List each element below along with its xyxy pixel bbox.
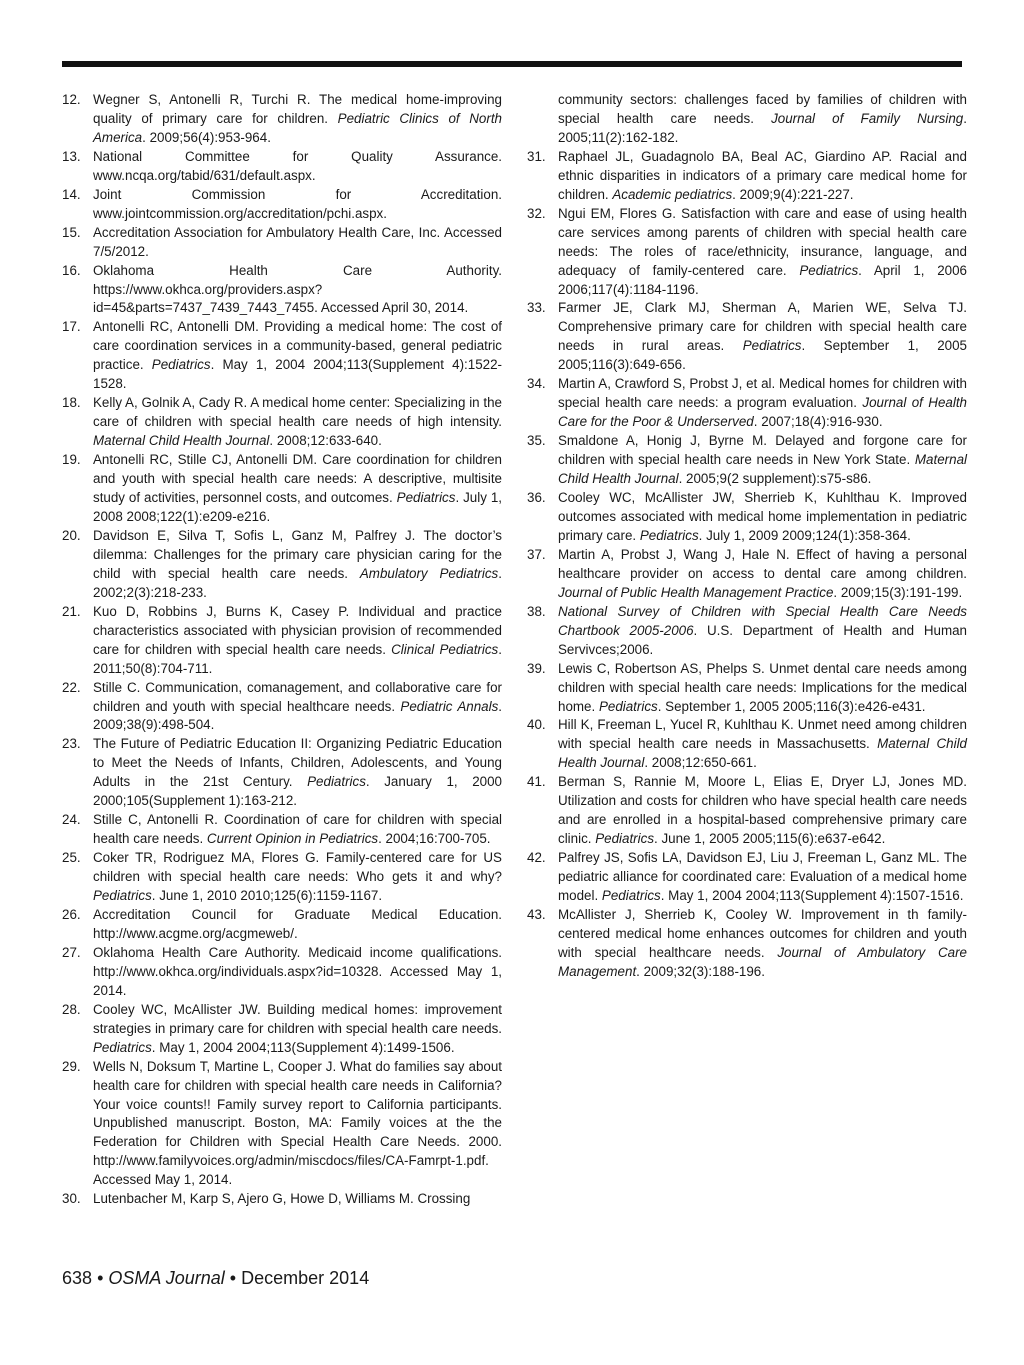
reference-text-segment: . May 1, 2004 2004;113(Supplement 4):1499-1506.	[151, 1039, 455, 1055]
reference-number: 28.	[62, 1001, 81, 1017]
reference-text-segment: . 2002;2(3):218-233.	[93, 565, 502, 600]
reference-number: 23.	[62, 736, 81, 752]
reference-number: 22.	[62, 679, 81, 695]
reference-number	[527, 91, 558, 148]
reference-text-segment: Lewis C, Robertson AS, Phelps S. Unmet dental care needs among children with special health care needs: Implications for the medical home.	[558, 660, 967, 714]
references-right-column	[527, 91, 967, 982]
reference-entry	[62, 148, 502, 186]
reference-text	[93, 1001, 502, 1058]
reference-number: 24.	[62, 812, 81, 828]
reference-entry	[62, 318, 502, 394]
reference-number: 16.	[62, 262, 81, 278]
reference-source-title: Pediatrics	[639, 527, 699, 543]
reference-number: 42.	[527, 850, 546, 866]
reference-entry	[62, 944, 502, 1001]
reference-text	[558, 660, 967, 717]
reference-text-segment: Lutenbacher M, Karp S, Ajero G, Howe D, Williams M. Crossing	[93, 1191, 471, 1207]
reference-text-segment: Smaldone A, Honig J, Byrne M. Delayed and forgone care for children with special health care needs in New York State.	[558, 433, 967, 468]
reference-entry	[527, 849, 967, 906]
reference-source-title: Journal of Family Nursing	[771, 110, 964, 126]
reference-text-segment: Oklahoma Health Care Authority. Medicaid income qualifications. http://www.okhca.org/individuals.aspx?id=10328. Accessed May 1, 2014.	[93, 944, 502, 998]
reference-text	[93, 849, 502, 906]
reference-text	[93, 148, 502, 186]
reference-text-segment: Antonelli RC, Antonelli DM. Providing a medical home: The cost of care coordination services in a community-based, general pediatric practice.	[93, 319, 502, 373]
reference-text	[558, 489, 967, 546]
reference-source-title: Maternal Child Health Journal	[558, 452, 967, 487]
reference-entry	[527, 91, 967, 148]
reference-source-title: Pediatrics	[742, 338, 802, 354]
reference-text-segment: Kelly A, Golnik A, Cady R. A medical home center: Specializing in the care of children with special health care needs of high intensity.	[93, 395, 502, 430]
reference-text-segment: Berman S, Rannie M, Moore L, Elias E, Dryer LJ, Jones MD. Utilization and costs for children who have special health care needs and are enrolled in a hospital-based comprehensive primary care clinic.	[558, 774, 967, 847]
reference-text-segment: . 2008;12:633-640.	[269, 433, 382, 449]
reference-text-segment: Wegner S, Antonelli R, Turchi R. The medical home-improving quality of primary care for children.	[93, 92, 502, 126]
reference-text-segment: . 2009;56(4):953-964.	[142, 129, 271, 145]
reference-source-title: Pediatrics	[93, 888, 152, 904]
issue-date: December 2014	[241, 1268, 370, 1288]
reference-number: 26.	[62, 906, 81, 922]
reference-text-segment: Kuo D, Robbins J, Burns K, Casey P. Individual and practice characteristics associated with physician provision of recommended care for children with special health care needs.	[93, 603, 502, 657]
reference-entry	[62, 224, 502, 262]
reference-entry	[62, 394, 502, 451]
reference-text-segment: . July 1, 2009 2009;124(1):358-364.	[698, 527, 911, 543]
reference-text-segment: Stille C, Antonelli R. Coordination of care for children with special health care needs.	[93, 812, 502, 847]
reference-number: 14.	[62, 186, 81, 202]
reference-entry	[62, 186, 502, 224]
reference-number: 31.	[527, 148, 546, 164]
reference-entry	[527, 773, 967, 849]
reference-text-segment: . 2009;15(3):191-199.	[833, 584, 963, 600]
reference-text	[93, 1190, 502, 1209]
reference-source-title: Pediatrics	[601, 888, 661, 904]
reference-text	[93, 944, 502, 1001]
reference-entry	[62, 527, 502, 603]
reference-text-segment: . U.S. Department of Health and Human Servivces;2006.	[558, 622, 967, 657]
reference-source-title: National Survey of Children with Special Health Care Needs Chartbook 2005-2006	[558, 603, 967, 638]
reference-text-segment: Davidson E, Silva T, Sofis L, Ganz M, Palfrey J. The doctor’s dilemma: Challenges for the primary care physician caring for the child with special health care needs.	[93, 527, 502, 581]
reference-text-segment: . April 1, 2006 2006;117(4):1184-1196.	[558, 262, 967, 297]
footer-separator: •	[229, 1268, 237, 1288]
reference-text-segment: . 2004;16:700-705.	[378, 831, 491, 847]
reference-source-title: Ambulatory Pediatrics	[359, 565, 499, 581]
reference-entry	[62, 849, 502, 906]
reference-text-segment: The Future of Pediatric Education II: Organizing Pediatric Education to Meet the Needs of Infants, Children, Adolescents, and Young Adults in the 21st Century.	[93, 736, 502, 790]
reference-entry	[527, 546, 967, 603]
reference-text	[558, 205, 967, 300]
reference-entry	[62, 1001, 502, 1058]
reference-text-segment: . September 1, 2005 2005;116(3):e426-e431.	[657, 698, 926, 714]
reference-text	[93, 262, 502, 319]
reference-number: 15.	[62, 224, 81, 240]
reference-number: 12.	[62, 92, 81, 107]
reference-text-segment: Raphael JL, Guadagnolo BA, Beal AC, Giardino AP. Racial and ethnic disparities in indicators of a primary care medical home for children.	[558, 148, 967, 202]
reference-text-segment: Joint Commission for Accreditation. www.jointcommission.org/accreditation/pchi.aspx.	[93, 186, 502, 221]
reference-text	[93, 186, 502, 224]
reference-text-segment: Ngui EM, Flores G. Satisfaction with care and ease of using health care services among parents of children with special health care needs: The roles of race/ethnicity, insurance, language, and adequacy of family-centered care.	[558, 205, 967, 278]
reference-entry	[527, 603, 967, 660]
reference-source-title: Maternal Child Health Journal	[93, 433, 270, 449]
reference-text	[93, 451, 502, 527]
reference-source-title: Journal of Public Health Management Practice	[558, 584, 834, 600]
reference-source-title: Clinical Pediatrics	[391, 641, 499, 657]
reference-source-title: Pediatric Annals	[400, 698, 499, 714]
reference-text	[93, 906, 502, 944]
reference-entry	[62, 811, 502, 849]
reference-text	[93, 91, 502, 148]
reference-text	[93, 735, 502, 811]
reference-text-segment: . 2009;32(3):188-196.	[636, 963, 765, 979]
reference-text	[558, 375, 967, 432]
reference-text	[558, 148, 967, 205]
footer-separator: •	[97, 1268, 104, 1288]
reference-entry	[527, 375, 967, 432]
reference-entry	[62, 451, 502, 527]
reference-entry	[527, 660, 967, 717]
page-footer	[62, 1268, 369, 1289]
reference-text-segment: Wells N, Doksum T, Martine L, Cooper J. What do families say about health care for children with special health care needs in California? Your voice counts!! Family survey report to California participants. Unpublished manuscript. Boston, MA: Family voices at the the Federation for Children with Special Health Care Needs. 2000. http://www.familyvoices.org/admin/miscdocs/files/CA-Famrpt-1.pdf. Accessed May 1, 2014.	[93, 1058, 502, 1188]
reference-text-segment: . 2008;12:650-661.	[644, 755, 757, 771]
reference-source-title: Pediatrics	[396, 490, 456, 506]
reference-number: 41.	[527, 774, 546, 790]
reference-entry	[527, 716, 967, 773]
reference-source-title: Pediatrics	[598, 698, 658, 714]
reference-text-segment: . 2005;11(2):162-182.	[558, 110, 967, 145]
reference-text	[558, 906, 967, 982]
reference-text	[93, 527, 502, 603]
reference-text-segment: . September 1, 2005 2005;116(3):649-656.	[558, 338, 967, 373]
reference-text	[93, 679, 502, 736]
reference-entry	[527, 148, 967, 205]
reference-text	[93, 318, 502, 394]
reference-text	[93, 1058, 502, 1191]
reference-number: 20.	[62, 527, 81, 543]
reference-text-segment: . 2005;9(2 supplement):s75-s86.	[678, 471, 872, 487]
reference-text-segment: National Committee for Quality Assurance. www.ncqa.org/tabid/631/default.aspx.	[93, 148, 502, 183]
reference-text-segment: Cooley WC, McAllister JW. Building medical homes: improvement strategies in primary care for children with special health care needs.	[93, 1001, 502, 1036]
reference-number: 37.	[527, 546, 546, 562]
reference-text-segment: . July 1, 2008 2008;122(1):e209-e216.	[93, 490, 502, 524]
reference-source-title: Academic pediatrics	[612, 186, 733, 202]
reference-entry	[62, 91, 502, 148]
reference-entry	[527, 489, 967, 546]
page-number: 638	[62, 1268, 93, 1288]
reference-source-title: Journal of Ambulatory Care Management	[558, 944, 968, 979]
reference-number: 27.	[62, 944, 81, 960]
reference-entry	[527, 299, 967, 375]
reference-entry	[62, 735, 502, 811]
reference-text-segment: Stille C. Communication, comanagement, and collaborative care for children and youth with special healthcare needs.	[93, 679, 502, 714]
reference-source-title: Pediatrics	[799, 262, 859, 278]
reference-text-segment: . June 1, 2010 2010;125(6):1159-1167.	[151, 888, 383, 904]
reference-number: 40.	[527, 717, 546, 733]
reference-entry	[62, 679, 502, 736]
reference-text-segment: Martin A, Probst J, Wang J, Hale N. Effect of having a personal healthcare provider on access to dental care among children.	[558, 546, 967, 581]
reference-number: 17.	[62, 319, 81, 335]
reference-text-segment: Martin A, Crawford S, Probst J, et al. Medical homes for children with special health care needs: a program evaluation.	[558, 376, 967, 411]
reference-text-segment: McAllister J, Sherrieb K, Cooley W. Improvement in th family-centered medical home enhances outcomes for children and youth with special healthcare needs.	[558, 906, 967, 960]
reference-number: 29.	[62, 1058, 81, 1074]
reference-number: 25.	[62, 850, 81, 866]
reference-text-segment: Accreditation Council for Graduate Medical Education. http://www.acgme.org/acgmeweb/.	[93, 906, 502, 941]
reference-text	[93, 224, 502, 262]
reference-number: 33.	[527, 300, 546, 316]
reference-text	[558, 91, 967, 148]
reference-entry	[527, 432, 967, 489]
reference-number: 43.	[527, 906, 546, 922]
reference-text	[558, 773, 967, 849]
reference-text-segment: . May 1, 2004 2004;113(Supplement 4):1522-1528.	[93, 357, 503, 392]
reference-text-segment: community sectors: challenges faced by families of children with special health care needs.	[558, 92, 967, 126]
reference-text	[558, 603, 967, 660]
reference-source-title: Pediatrics	[307, 774, 366, 790]
reference-text	[93, 603, 502, 679]
reference-entry	[527, 906, 967, 982]
reference-entry	[62, 906, 502, 944]
reference-text-segment: Cooley WC, McAllister JW, Sherrieb K, Kuhlthau K. Improved outcomes associated with medical home implementation in pediatric primary care.	[558, 490, 967, 543]
reference-number: 21.	[62, 603, 81, 619]
reference-text-segment: . January 1, 2000 2000;105(Supplement 1):163-212.	[93, 774, 503, 809]
reference-text	[558, 432, 967, 489]
reference-entry	[62, 262, 502, 319]
journal-name: OSMA Journal	[108, 1268, 225, 1288]
reference-source-title: Maternal Child Health Journal	[558, 736, 967, 771]
reference-text-segment: Palfrey JS, Sofis LA, Davidson EJ, Liu J, Freeman L, Ganz ML. The pediatric alliance for coordinated care: Evaluation of a medical home model.	[558, 850, 967, 904]
reference-entry	[62, 603, 502, 679]
reference-number: 32.	[527, 205, 546, 221]
reference-text-segment: . 2009;38(9):498-504.	[93, 698, 502, 733]
reference-entry	[62, 1058, 502, 1191]
reference-source-title: Pediatrics	[93, 1039, 152, 1055]
top-rule	[62, 61, 962, 67]
reference-text	[558, 299, 967, 375]
reference-entry	[527, 205, 967, 300]
reference-source-title: Current Opinion in Pediatrics	[206, 831, 379, 847]
reference-text-segment: . 2007;18(4):916-930.	[753, 414, 883, 430]
reference-number: 34.	[527, 376, 546, 392]
reference-text-segment: Coker TR, Rodriguez MA, Flores G. Family-centered care for US children with special health care needs: Who gets it and why?	[93, 850, 502, 885]
reference-number: 19.	[62, 452, 81, 468]
reference-number: 30.	[62, 1191, 81, 1207]
reference-text	[558, 546, 967, 603]
reference-text-segment: Farmer JE, Clark MJ, Sherman A, Marien WE, Selva TJ. Comprehensive primary care for children with special health care needs in rural areas.	[558, 300, 967, 354]
reference-text-segment: Accreditation Association for Ambulatory Health Care, Inc. Accessed 7/5/2012.	[93, 224, 502, 259]
reference-source-title: Pediatrics	[595, 831, 655, 847]
reference-source-title: Journal of Health Care for the Poor & Underserved	[558, 395, 968, 430]
reference-text-segment: . May 1, 2004 2004;113(Supplement 4):1507-1516.	[660, 888, 964, 904]
reference-text-segment: . 2009;9(4):221-227.	[732, 186, 854, 202]
reference-number: 39.	[527, 660, 546, 676]
reference-number: 38.	[527, 603, 546, 619]
reference-text-segment: Hill K, Freeman L, Yucel R, Kuhlthau K. Unmet need among children with special health care needs in Massachusetts.	[558, 717, 967, 752]
reference-text-segment: Antonelli RC, Stille CJ, Antonelli DM. Care coordination for children and youth with special health care needs: A descriptive, multisite study of activities, personnel costs, and outcomes.	[93, 452, 502, 506]
reference-source-title: Pediatrics	[151, 357, 211, 373]
reference-number: 13.	[62, 148, 81, 164]
reference-number: 18.	[62, 395, 81, 411]
reference-text	[558, 716, 967, 773]
reference-text	[93, 811, 502, 849]
reference-source-title: Pediatric Clinics of North America	[93, 110, 502, 145]
reference-number: 35.	[527, 433, 546, 449]
reference-text-segment: Oklahoma Health Care Authority. https://www.okhca.org/providers.aspx?id=45&parts=7437_7439_7443_7455. Accessed April 30, 2014.	[93, 262, 502, 316]
reference-text-segment: . 2011;50(8):704-711.	[93, 641, 502, 676]
reference-text	[93, 394, 502, 451]
reference-text-segment: . June 1, 2005 2005;115(6):e637-e642.	[654, 831, 886, 847]
reference-number: 36.	[527, 490, 546, 506]
references-left-column	[62, 91, 502, 1209]
reference-entry	[62, 1190, 502, 1209]
reference-text	[558, 849, 967, 906]
